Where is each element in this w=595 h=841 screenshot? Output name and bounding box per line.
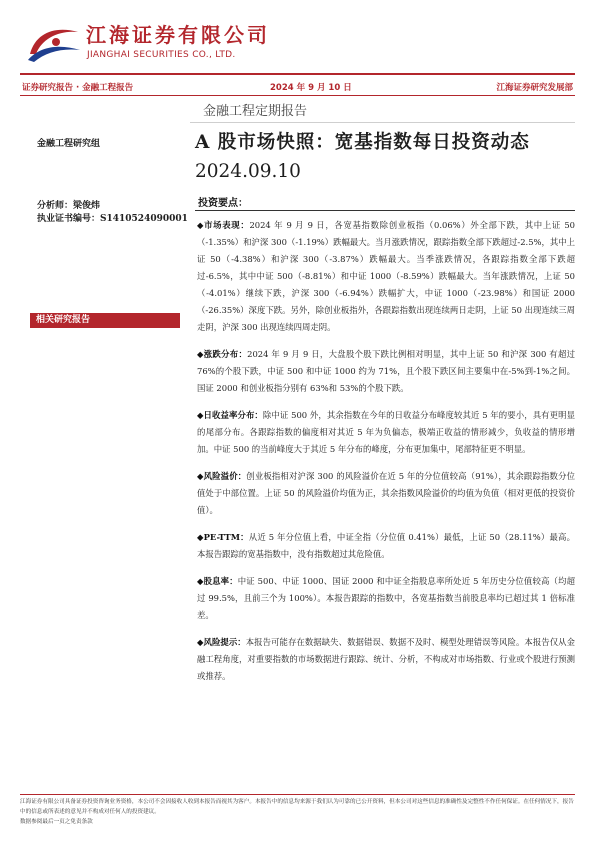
key-points-rule xyxy=(195,210,575,211)
header-top-rule xyxy=(20,73,575,75)
header-bottom-rule xyxy=(20,95,575,96)
analyst-name: 分析师：梁俊炜 xyxy=(37,201,101,211)
paragraph-label: ◆风险提示： xyxy=(197,637,246,647)
title-divider xyxy=(190,122,575,123)
paragraph-text: 本报告可能存在数据缺失、数据错误、数据不及时、模型处理错误等风险。本报告仅从金融工程角度，对重要指数的市场数据进行跟踪、统计、分析，不构成对市场指数、行业或个股进行预测或推荐。 xyxy=(197,637,575,681)
header-date: 2024 年 9 月 10 日 xyxy=(270,83,352,93)
brand-name-cn: 江海证券有限公司 xyxy=(86,23,270,47)
certificate-number: 执业证书编号：S1410524090001 xyxy=(37,214,188,224)
paragraph-label: ◆PE-TTM： xyxy=(197,532,249,542)
paragraph-rise-fall-distribution xyxy=(197,346,575,397)
report-title: A 股市场快照：宽基指数每日投资动态 xyxy=(195,132,530,153)
header-department: 江海证券研究发展部 xyxy=(496,83,573,93)
report-date: 2024.09.10 xyxy=(195,161,301,182)
key-points-title: 投资要点： xyxy=(198,198,248,209)
paragraph-text: 从近 5 年分位值上看，中证全指（分位值 0.41%）最低，上证 50（28.11%）最高。本报告跟踪的宽基指数中，没有指数超过其危险值。 xyxy=(197,532,575,559)
research-group: 金融工程研究组 xyxy=(37,139,101,149)
paragraph-text: 2024 年 9 月 9 日，各宽基指数除创业板指（0.06%）外全部下跌，其中上证 50（-1.35%）和沪深 300（-1.19%）跌幅最大。当月涨跌情况，跟踪指数全部下跌超过-2.5%，其中上证 50（-4.38%）和沪深 300（-3.87%）跌幅最大。当季涨跌情况，各跟踪指数全部下跌超过-6.5%，其中中证 500（-8.81%）和中证 1000（-8.59%）跌幅最大。当年涨跌情况，上证 50（-4.01%）继续下跌，沪深 300（-6.94%）跌幅扩大，中证 1000（-23.98%）和国证 2000（-26.35%）深度下跌。另外，除创业板指外，各跟踪指数出现连续两日走阴，上证 50 出现连续三周走阴，沪深 300 出现连续四周走阴。 xyxy=(197,220,575,332)
header-band xyxy=(20,79,575,93)
footer-note: 数据参阅最后一页之免责条款 xyxy=(20,819,93,825)
paragraph-label: ◆市场表现： xyxy=(197,220,250,230)
paragraph-market-performance xyxy=(197,217,575,336)
paragraph-pe-ttm xyxy=(197,529,575,563)
paragraph-label: ◆日收益率分布： xyxy=(197,410,263,420)
brand-name-en: JIANGHAI SECURITIES CO., LTD. xyxy=(87,50,236,60)
report-type: 金融工程定期报告 xyxy=(203,104,308,119)
paragraph-daily-return-distribution xyxy=(197,407,575,458)
related-reports-header: 相关研究报告 xyxy=(30,313,180,328)
paragraph-risk-warning xyxy=(197,634,575,685)
paragraph-label: ◆风险溢价： xyxy=(197,471,247,481)
paragraph-text: 创业板指相对沪深 300 的风险溢价在近 5 年的分位值较高（91%），其余跟踪指数分位值处于中部位置。上证 50 的风险溢价均值为正，其余指数风险溢价的均值为负值（相对更低的投资价值）。 xyxy=(197,471,575,515)
paragraph-text: 除中证 500 外，其余指数在今年的日收益分布峰度较其近 5 年的要小，具有更明显的尾部分布。各跟踪指数的偏度相对其近 5 年为负偏态，极端正收益的情形减少，负收益的情形增加。中证 500 的当前峰度大于其近 5 年分布的峰度，分布更加集中，尾部特征更不明显。 xyxy=(197,410,575,454)
company-logo xyxy=(26,24,82,64)
paragraph-text: 中证 500、中证 1000、国证 2000 和中证全指股息率所处近 5 年历史分位值较高（均超过 99.5%，且前三个为 100%）。本报告跟踪的指数中，各宽基指数当前股息率均已超过其 1 倍标准差。 xyxy=(197,576,575,620)
footer-disclaimer: 江海证券有限公司具备证券投资咨询业务资格，本公司不会因接收人收到本报告而视其为客户。本报告中的信息均来源于我们认为可靠的已公开资料，但本公司对这些信息的准确性及完整性不作任何保证。在任何情况下，报告中的信息或所表述的意见并不构成对任何人的投资建议。 xyxy=(20,799,574,815)
logo-dot xyxy=(52,38,60,46)
paragraph-label: ◆涨跌分布： xyxy=(197,349,248,359)
key-points-body xyxy=(197,217,575,695)
paragraph-text: 2024 年 9 月 9 日，大盘股个股下跌比例相对明显，其中上证 50 和沪深 300 有超过 76%的个股下跌，中证 500 和中证 1000 约为 71%，且个股下跌区间主要集中在-5%到-1%之间。国证 2000 和创业板指分别有 63%和 53%的个股下跌。 xyxy=(197,349,575,393)
paragraph-dividend-yield xyxy=(197,573,575,624)
footer-rule xyxy=(20,794,575,795)
footer xyxy=(20,797,575,827)
paragraph-label: ◆股息率： xyxy=(197,576,238,586)
paragraph-risk-premium xyxy=(197,468,575,519)
header-category: 证券研究报告 · 金融工程报告 xyxy=(22,83,134,93)
